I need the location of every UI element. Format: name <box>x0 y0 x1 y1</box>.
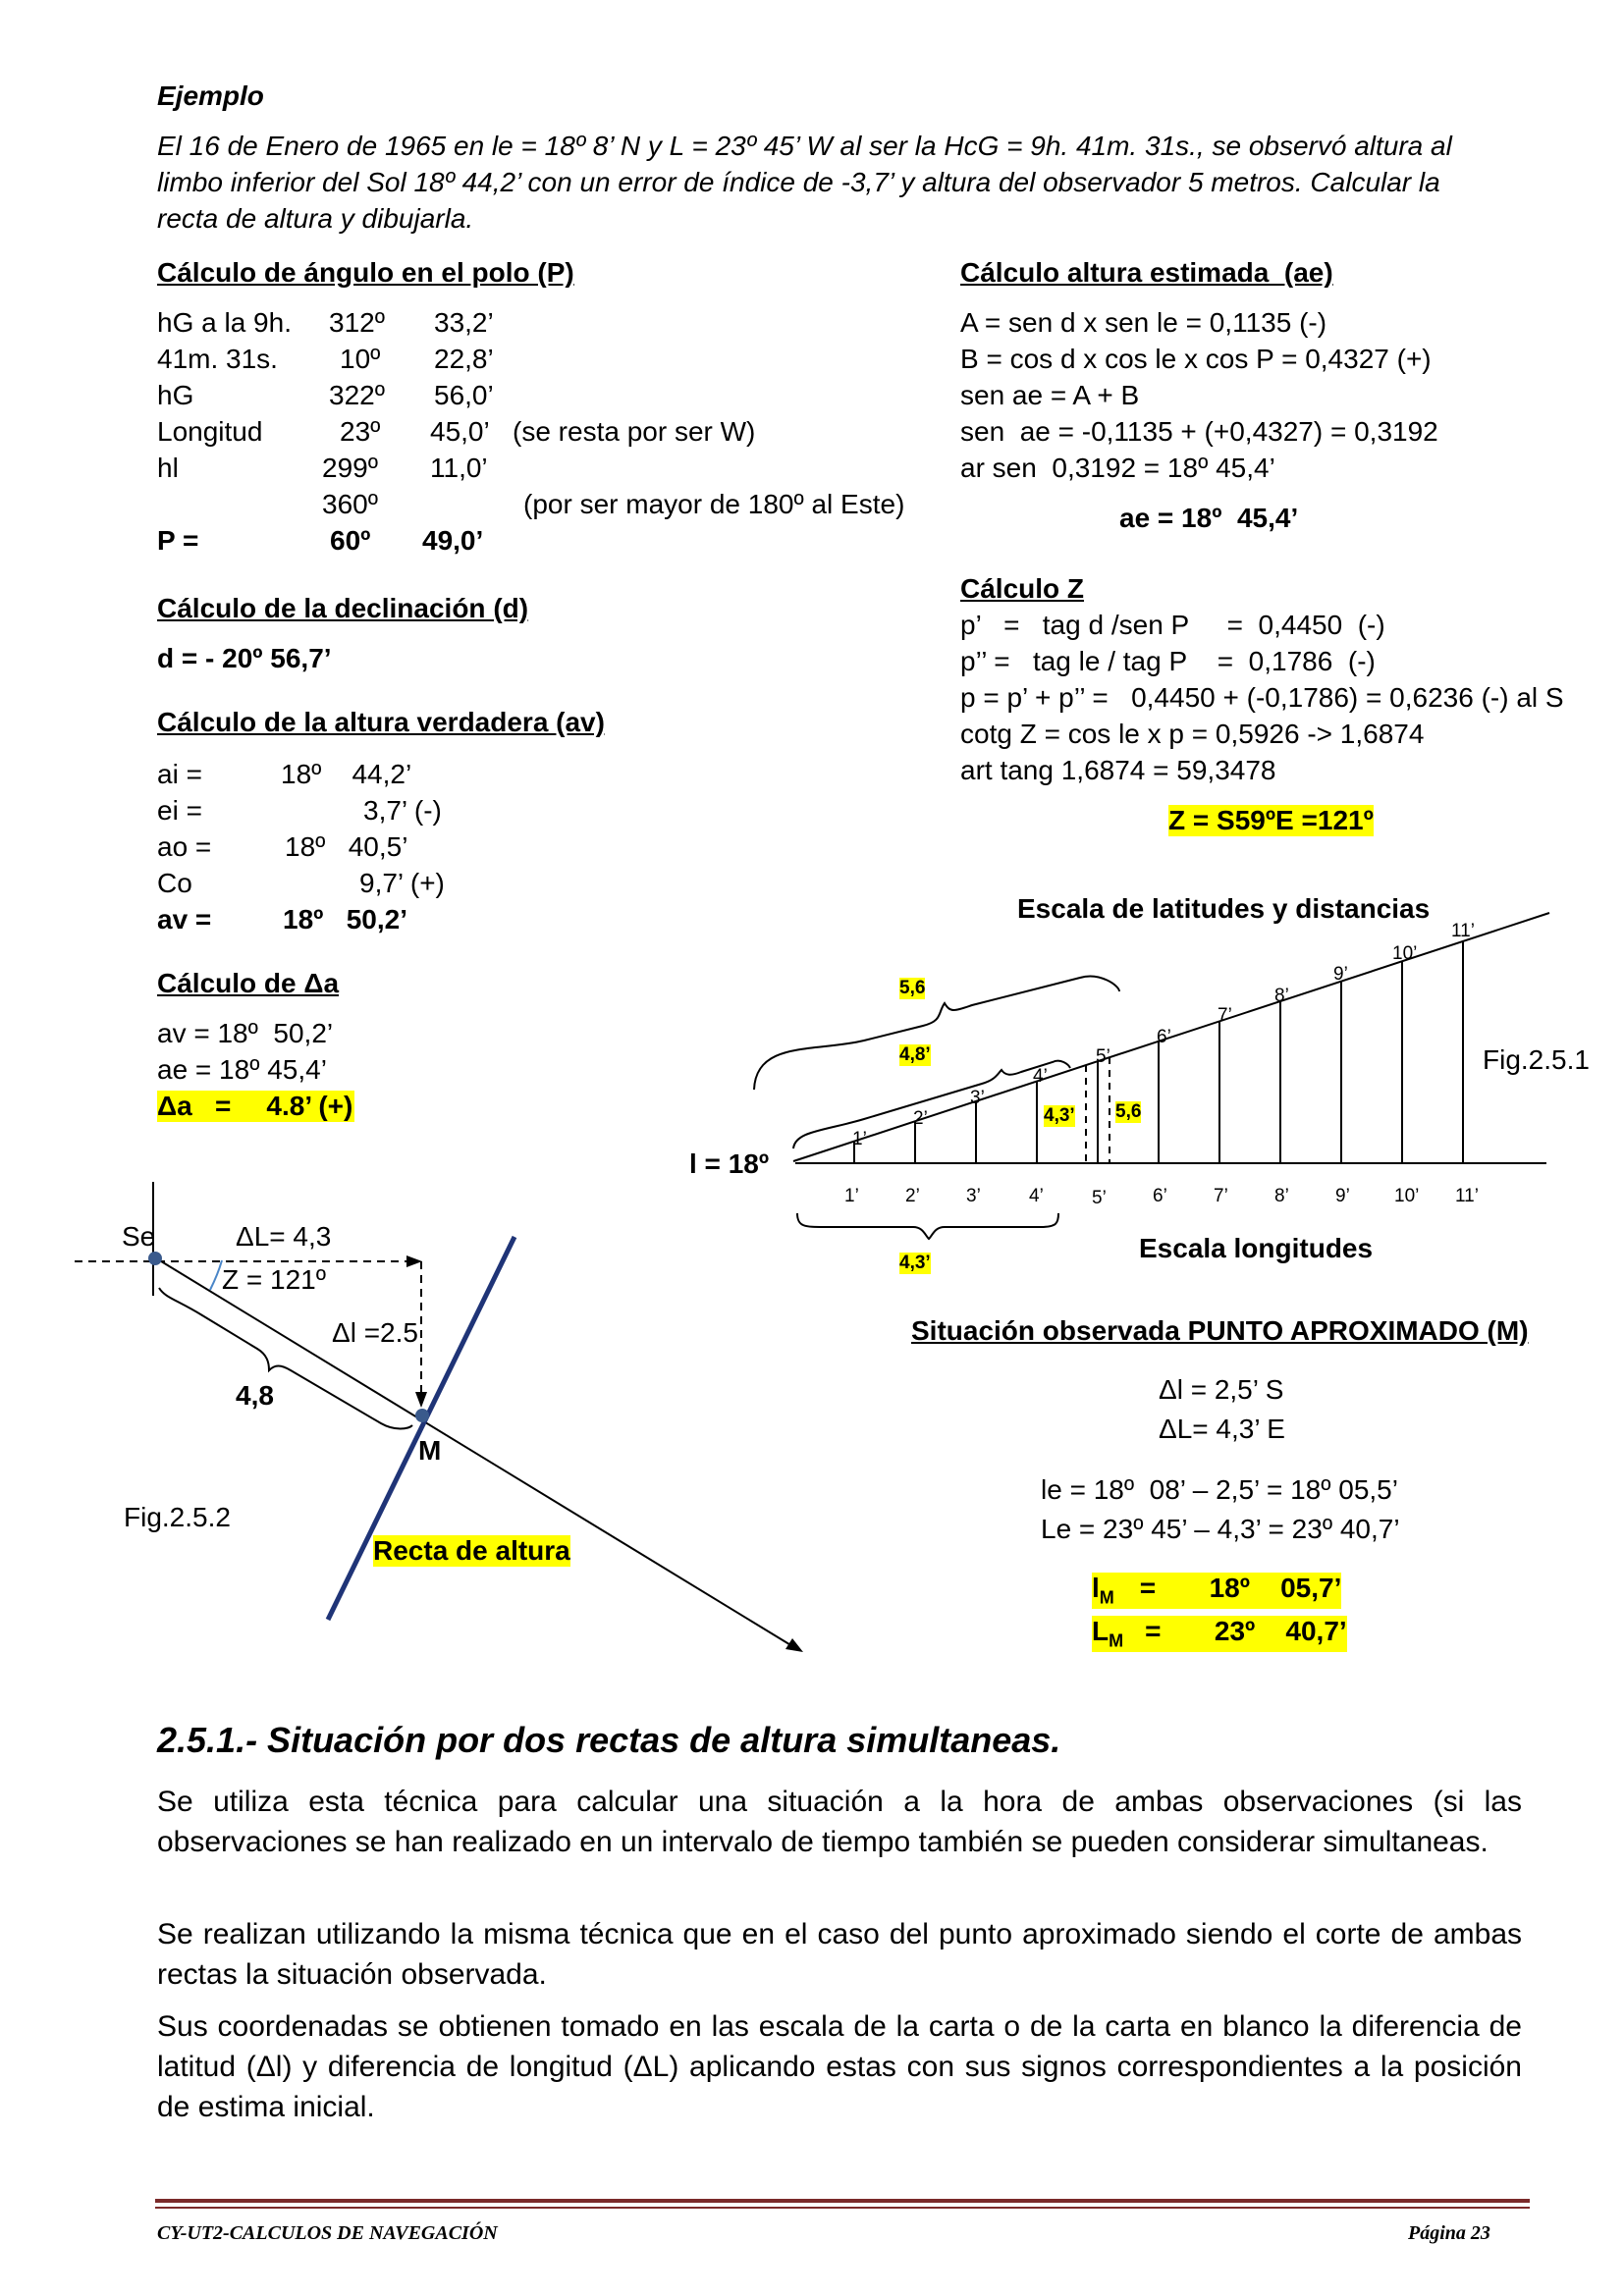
row-note: (se resta por ser W) <box>513 416 756 447</box>
calc-line: A = sen d x sen le = 0,1135 (-) <box>960 307 1327 338</box>
slanted-tick-label: 2’ <box>913 1108 928 1129</box>
fig251-caption: Fig.2.5.1 <box>1483 1044 1590 1075</box>
calc-line: p = p’ + p’’ = 0,4450 + (-0,1786) = 0,6236 (-) al S <box>960 682 1564 713</box>
row-deg: 299º <box>322 453 378 483</box>
row-min: 33,2’ <box>434 307 494 338</box>
m-label: M <box>418 1435 442 1466</box>
row-value: 3,7’ (-) <box>363 795 442 826</box>
slanted-tick-label: 10’ <box>1392 943 1418 964</box>
delta-a-result-label: Δa = <box>157 1091 232 1121</box>
azimuth-title: Cálculo Z <box>960 573 1085 604</box>
calc-line: sen ae = A + B <box>960 380 1140 410</box>
bottom-tick-label: 9’ <box>1335 1186 1350 1206</box>
example-heading: Ejemplo <box>157 80 264 111</box>
slanted-tick-label: 11’ <box>1451 921 1475 941</box>
azimuth-angle-arc <box>210 1260 222 1290</box>
situation-title: Situación observada PUNTO APROXIMADO (M) <box>911 1315 1529 1346</box>
calc-line: le = 18º 08’ – 2,5’ = 18º 05,5’ <box>1041 1474 1398 1505</box>
footer-rule <box>155 2199 1530 2203</box>
row-min: 22,8’ <box>434 344 494 374</box>
estimated-altitude-title: Cálculo altura estimada (ae) <box>960 257 1333 288</box>
row-deg: 23º <box>340 416 381 447</box>
distance-label: 4,8 <box>236 1380 274 1411</box>
slanted-tick-labels <box>852 921 1475 1149</box>
calc-line: B = cos d x cos le x cos P = 0,4327 (+) <box>960 344 1432 374</box>
recta-de-altura-label: Recta de altura <box>373 1535 570 1566</box>
lm-result <box>1092 1573 1341 1609</box>
arrowhead <box>415 1392 427 1408</box>
lat-18-label: l = 18º <box>689 1148 770 1179</box>
av-result-value: 18º 50,2’ <box>283 904 407 934</box>
bottom-tick-label: 4’ <box>1029 1186 1044 1206</box>
calc-line: p’ = tag d /sen P = 0,4450 (-) <box>960 610 1385 640</box>
row-value: 18º 44,2’ <box>281 759 412 789</box>
bottom-tick-label: 7’ <box>1214 1186 1228 1206</box>
p-result-deg: 60º <box>330 525 371 556</box>
calc-line: p’’ = tag le / tag P = 0,1786 (-) <box>960 646 1376 676</box>
row-value: 18º 40,5’ <box>285 831 408 862</box>
delta-line: ΔL= 4,3’ E <box>1159 1414 1285 1444</box>
ae-result: ae = 18º 45,4’ <box>1119 503 1299 533</box>
row-min: 45,0’ <box>430 416 490 447</box>
se-label: Se <box>122 1221 156 1252</box>
row-label: ao = <box>157 831 212 862</box>
lm-result-sub: M <box>1099 1587 1114 1608</box>
m-point <box>415 1409 429 1422</box>
delta-a-line: av = 18º 50,2’ <box>157 1018 334 1048</box>
footer-left: CY-UT2-CALCULOS DE NAVEGACIÓN <box>157 2222 498 2244</box>
bottom-tick-label: 3’ <box>966 1186 981 1206</box>
arrowhead <box>785 1638 803 1652</box>
slanted-tick-label: 9’ <box>1333 964 1348 985</box>
slanted-tick-label: 1’ <box>852 1129 867 1149</box>
longitude-scale-title: Escala longitudes <box>1139 1233 1374 1263</box>
delta-a-title: Cálculo de Δa <box>157 968 340 998</box>
badge-4-3-bottom: 4,3’ <box>899 1253 931 1273</box>
p-result-min: 49,0’ <box>422 525 484 556</box>
section-title: 2.5.1.- Situación por dos rectas de altura simultaneas. <box>157 1720 1061 1760</box>
badge-4-3-mid: 4,3’ <box>1044 1105 1075 1126</box>
row-deg: 10º <box>340 344 381 374</box>
slanted-tick-label: 5’ <box>1096 1046 1110 1067</box>
section-paragraph: Sus coordenadas se obtienen tomado en las escala de la carta o de la carta en blanco la diferencia de latitud (Δl) y diferencia de longitud (ΔL) aplicando estas con sus signos correspondientes a la posición de estima inicial. <box>157 2010 1522 2123</box>
av-result-label: av = <box>157 904 212 934</box>
slanted-tick-label: 7’ <box>1218 1005 1232 1026</box>
problem-line: El 16 de Enero de 1965 en le = 18º 8’ N y L = 23º 45’ W al ser la HcG = 9h. 41m. 31s., se observó altura al <box>157 131 1452 161</box>
row-label: ai = <box>157 759 202 789</box>
bottom-tick-label: 1’ <box>844 1186 859 1206</box>
delta-line: Δl = 2,5’ S <box>1159 1374 1284 1405</box>
fig251-title: Escala de latitudes y distancias <box>1017 893 1431 924</box>
delta-a-result-value: 4.8’ (+) <box>266 1091 353 1121</box>
bottom-tick-label: 5’ <box>1092 1188 1107 1208</box>
brace-4-8 <box>159 1288 412 1429</box>
Lm-result-label: L <box>1092 1616 1110 1646</box>
lm-result-label: l <box>1092 1573 1100 1603</box>
polar-angle-title: Cálculo de ángulo en el polo (P) <box>157 257 574 288</box>
bottom-tick-label: 8’ <box>1274 1186 1289 1206</box>
declination-value: d = - 20º 56,7’ <box>157 643 332 673</box>
bottom-tick-label: 10’ <box>1394 1186 1420 1206</box>
p-result-label: P = <box>157 525 199 556</box>
brace-lower-48 <box>793 1061 1070 1148</box>
z-angle-label: Z = 121º <box>222 1264 326 1295</box>
row-label: ei = <box>157 795 202 826</box>
bottom-tick-labels <box>844 1186 1479 1208</box>
row-label: 41m. 31s. <box>157 344 278 374</box>
page-number: Página 23 <box>1408 2222 1490 2244</box>
row-label: hG <box>157 380 194 410</box>
z-result: Z = S59ºE =121º <box>1168 805 1374 835</box>
bottom-tick-label: 11’ <box>1455 1186 1479 1206</box>
badge-5-6-mid: 5,6 <box>1115 1101 1142 1122</box>
true-altitude-title: Cálculo de la altura verdadera (av) <box>157 707 605 737</box>
problem-line: limbo inferior del Sol 18º 44,2’ con un error de índice de -3,7’ y altura del observador 5 metros. Calcular la <box>157 167 1440 197</box>
row-label: hl <box>157 453 179 483</box>
declination-title: Cálculo de la declinación (d) <box>157 593 529 623</box>
bottom-tick-label: 2’ <box>905 1186 920 1206</box>
row-label: Longitud <box>157 416 263 447</box>
footer-rule <box>155 2207 1530 2209</box>
slanted-tick-label: 8’ <box>1274 986 1289 1006</box>
row-min: 56,0’ <box>434 380 494 410</box>
delta-a-line: ae = 18º 45,4’ <box>157 1054 327 1085</box>
section-paragraph: Se utiliza esta técnica para calcular una situación a la hora de ambas observaciones (si las observaciones se han realizado en un intervalo de tiempo también se pueden considerar simultaneas. <box>157 1786 1522 1858</box>
row-label: hG a la 9h. <box>157 307 292 338</box>
calc-line: ar sen 0,3192 = 18º 45,4’ <box>960 453 1275 483</box>
row-deg: 322º <box>329 380 385 410</box>
Lm-result-value: = 23º 40,7’ <box>1145 1616 1347 1646</box>
Lm-result <box>1092 1616 1347 1652</box>
delta-L-label: ΔL= 4,3 <box>236 1221 332 1252</box>
arrowhead <box>406 1255 422 1267</box>
problem-line: recta de altura y dibujarla. <box>157 203 474 234</box>
row-value: 9,7’ (+) <box>359 868 445 898</box>
latitude-axis <box>793 913 1549 1161</box>
row-deg: 360º <box>322 489 378 519</box>
fig252-caption: Fig.2.5.2 <box>124 1502 231 1532</box>
badge-5-6-top: 5,6 <box>899 978 926 998</box>
se-point <box>148 1252 162 1265</box>
calc-line: art tang 1,6874 = 59,3478 <box>960 755 1276 785</box>
section-paragraph: Se realizan utilizando la misma técnica que en el caso del punto aproximado siendo el corte de ambas rectas la situación observada. <box>157 1918 1522 1991</box>
lm-result-value: = 18º 05,7’ <box>1139 1573 1342 1603</box>
row-deg: 312º <box>329 307 385 338</box>
slanted-tick-label: 3’ <box>970 1088 985 1108</box>
bottom-tick-label: 6’ <box>1153 1186 1167 1206</box>
slanted-tick-label: 6’ <box>1157 1027 1171 1047</box>
slanted-tick-label: 4’ <box>1033 1066 1048 1087</box>
Lm-result-sub: M <box>1109 1630 1124 1651</box>
row-label: Co <box>157 868 192 898</box>
delta-l-label: Δl =2.5 <box>332 1317 418 1348</box>
row-note: (por ser mayor de 180º al Este) <box>523 489 905 519</box>
calc-line: cotg Z = cos le x p = 0,5926 -> 1,6874 <box>960 719 1425 749</box>
scale-verticals <box>854 941 1463 1163</box>
badge-4-8: 4,8’ <box>899 1044 931 1065</box>
row-min: 11,0’ <box>430 453 488 483</box>
calc-line: sen ae = -0,1135 + (+0,4327) = 0,3192 <box>960 416 1438 447</box>
calc-line: Le = 23º 45’ – 4,3’ = 23º 40,7’ <box>1041 1514 1400 1544</box>
